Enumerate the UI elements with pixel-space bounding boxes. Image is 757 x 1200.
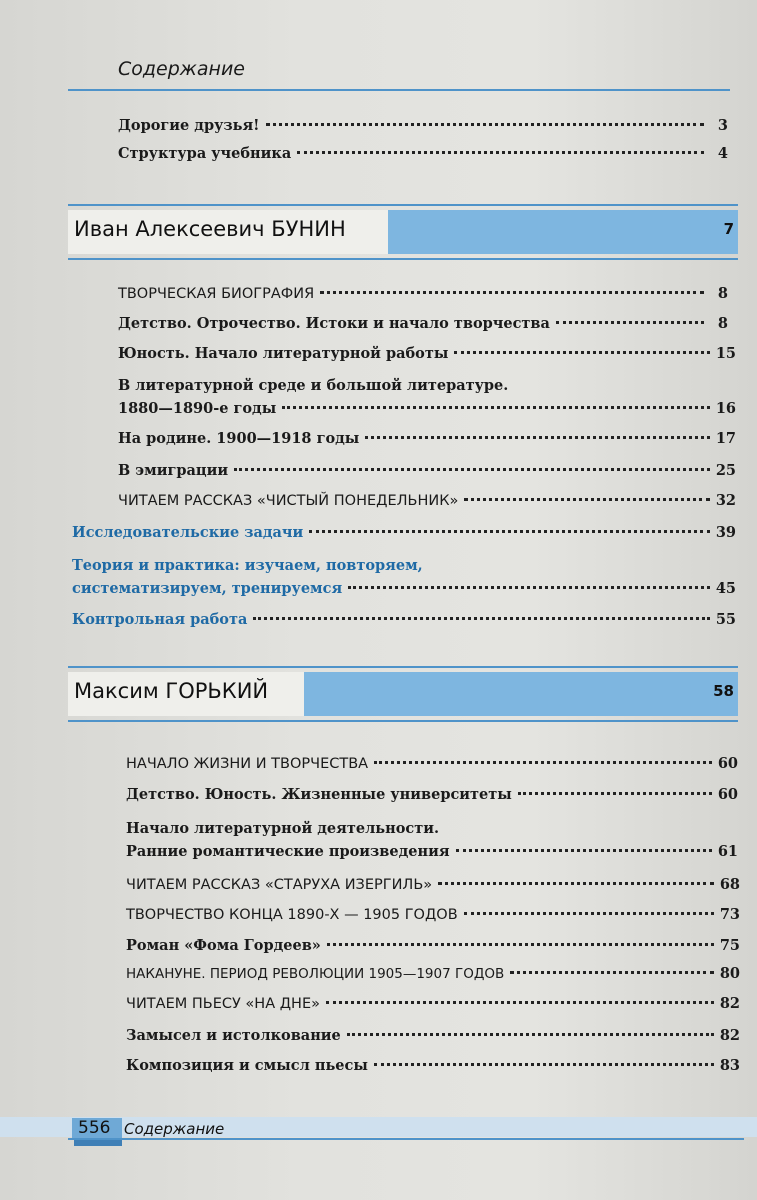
toc-entry[interactable] — [118, 492, 736, 510]
leader-dots — [464, 498, 709, 501]
toc-entry-label: Замысел и истолкование — [126, 1027, 341, 1044]
section-page: 58 — [713, 682, 734, 700]
section-header-bunin[interactable] — [68, 204, 738, 260]
toc-entry-page: 73 — [719, 906, 740, 923]
toc-entry-line1: В литературной среде и большой литературе. — [118, 377, 509, 394]
leader-dots — [234, 468, 710, 471]
toc-entry-page: 16 — [715, 400, 736, 417]
toc-entry[interactable] — [126, 906, 740, 924]
leader-dots — [266, 123, 704, 126]
toc-entry-page: 83 — [719, 1057, 740, 1074]
toc-entry-page: 3 — [717, 117, 728, 134]
toc-entry-label: Композиция и смысл пьесы — [126, 1057, 368, 1074]
toc-entry-page: 61 — [717, 843, 738, 860]
toc-entry-label: ЧИТАЕМ ПЬЕСУ «НА ДНЕ» — [126, 996, 320, 1012]
toc-entry-label: Детство. Отрочество. Истоки и начало творчества — [118, 315, 550, 332]
toc-entry[interactable] — [118, 285, 728, 303]
toc-entry-page: 8 — [717, 315, 728, 332]
toc-entry-label: Детство. Юность. Жизненные университеты — [126, 786, 512, 803]
toc-entry-label: Дорогие друзья! — [118, 117, 260, 134]
section-header-gorky[interactable] — [68, 666, 738, 722]
leader-dots — [464, 912, 714, 915]
toc-entry-page: 39 — [715, 524, 736, 541]
toc-entry-label: 1880—1890-е годы — [118, 400, 277, 417]
toc-entry-label: Ранние романтические произведения — [126, 843, 450, 860]
leader-dots — [374, 1063, 714, 1066]
toc-entry-label: систематизируем, тренируемся — [72, 580, 343, 597]
toc-entry[interactable] — [118, 117, 728, 135]
page-header-title: Содержание — [118, 58, 245, 80]
toc-entry-page: 82 — [719, 995, 740, 1012]
toc-entry-label: Юность. Начало литературной работы — [118, 345, 449, 362]
leader-dots — [438, 882, 714, 885]
toc-entry-label: НАЧАЛО ЖИЗНИ И ТВОРЧЕСТВА — [126, 756, 369, 772]
toc-entry-page: 8 — [717, 285, 728, 302]
toc-entry-page: 75 — [719, 937, 740, 954]
toc-entry-page: 4 — [717, 145, 728, 162]
toc-entry[interactable] — [118, 145, 728, 163]
toc-entry[interactable] — [126, 1027, 740, 1045]
toc-entry-label: ЧИТАЕМ РАССКАЗ «ЧИСТЫЙ ПОНЕДЕЛЬНИК» — [118, 493, 459, 509]
toc-entry-line1: Теория и практика: изучаем, повторяем, — [72, 557, 423, 574]
leader-dots — [454, 351, 709, 354]
section-page: 7 — [723, 220, 734, 238]
toc-entry-page: 60 — [717, 755, 738, 772]
toc-entry-page: 15 — [715, 345, 736, 362]
toc-entry-label: ТВОРЧЕСКАЯ БИОГРАФИЯ — [118, 286, 315, 302]
leader-dots — [297, 151, 704, 154]
toc-entry[interactable] — [126, 755, 738, 773]
toc-entry-label: Исследовательские задачи — [72, 524, 304, 541]
section-title: Максим ГОРЬКИЙ — [74, 679, 269, 703]
toc-entry-page: 45 — [715, 580, 736, 597]
footer-strip — [74, 1140, 122, 1146]
toc-entry-label: На родине. 1900—1918 годы — [118, 430, 360, 447]
toc-entry[interactable] — [118, 315, 728, 333]
leader-dots — [309, 530, 710, 533]
toc-entry-page: 32 — [715, 492, 736, 509]
toc-entry[interactable] — [126, 876, 740, 894]
leader-dots — [253, 617, 709, 620]
toc-entry-line1: Начало литературной деятельности. — [126, 820, 440, 837]
toc-entry[interactable] — [126, 786, 738, 804]
toc-entry-extra[interactable] — [72, 580, 736, 598]
header-rule — [68, 89, 730, 91]
toc-entry-extra[interactable] — [72, 611, 736, 629]
toc-entry[interactable] — [118, 345, 736, 363]
toc-entry[interactable] — [118, 400, 736, 418]
toc-entry-page: 82 — [719, 1027, 740, 1044]
toc-entry-extra[interactable] — [72, 524, 736, 542]
footer-page-number: 556 — [78, 1118, 111, 1138]
toc-entry-page: 80 — [719, 965, 740, 982]
toc-entry[interactable] — [126, 1057, 740, 1075]
toc-entry-page: 25 — [715, 462, 736, 479]
leader-dots — [327, 943, 714, 946]
leader-dots — [320, 291, 704, 294]
leader-dots — [282, 406, 710, 409]
toc-entry-label: В эмиграции — [118, 462, 229, 479]
toc-entry-page: 55 — [715, 611, 736, 628]
leader-dots — [518, 792, 712, 795]
footer-rule — [68, 1138, 744, 1140]
toc-entry-page: 17 — [715, 430, 736, 447]
leader-dots — [348, 586, 710, 589]
leader-dots — [374, 761, 712, 764]
toc-entry[interactable] — [126, 937, 740, 955]
toc-entry-label: ЧИТАЕМ РАССКАЗ «СТАРУХА ИЗЕРГИЛЬ» — [126, 877, 433, 893]
toc-entry[interactable] — [118, 430, 736, 448]
toc-entry-page: 68 — [719, 876, 740, 893]
toc-entry-label: Контрольная работа — [72, 611, 248, 628]
leader-dots — [326, 1001, 714, 1004]
leader-dots — [456, 849, 712, 852]
toc-entry-page: 60 — [717, 786, 738, 803]
toc-entry[interactable] — [126, 995, 740, 1013]
toc-entry[interactable] — [126, 965, 740, 983]
section-title: Иван Алексеевич БУНИН — [74, 217, 346, 241]
leader-dots — [556, 321, 704, 324]
toc-entry-label: Роман «Фома Гордеев» — [126, 937, 321, 954]
leader-dots — [347, 1033, 714, 1036]
toc-entry[interactable] — [126, 843, 738, 861]
toc-entry-label: Структура учебника — [118, 145, 292, 162]
toc-entry-label: НАКАНУНЕ. ПЕРИОД РЕВОЛЮЦИИ 1905—1907 ГОДОВ — [126, 966, 505, 982]
toc-entry[interactable] — [118, 462, 736, 480]
leader-dots — [365, 436, 709, 439]
toc-entry-label: ТВОРЧЕСТВО КОНЦА 1890-Х — 1905 ГОДОВ — [126, 907, 458, 923]
footer-title: Содержание — [124, 1120, 225, 1138]
leader-dots — [510, 971, 714, 974]
